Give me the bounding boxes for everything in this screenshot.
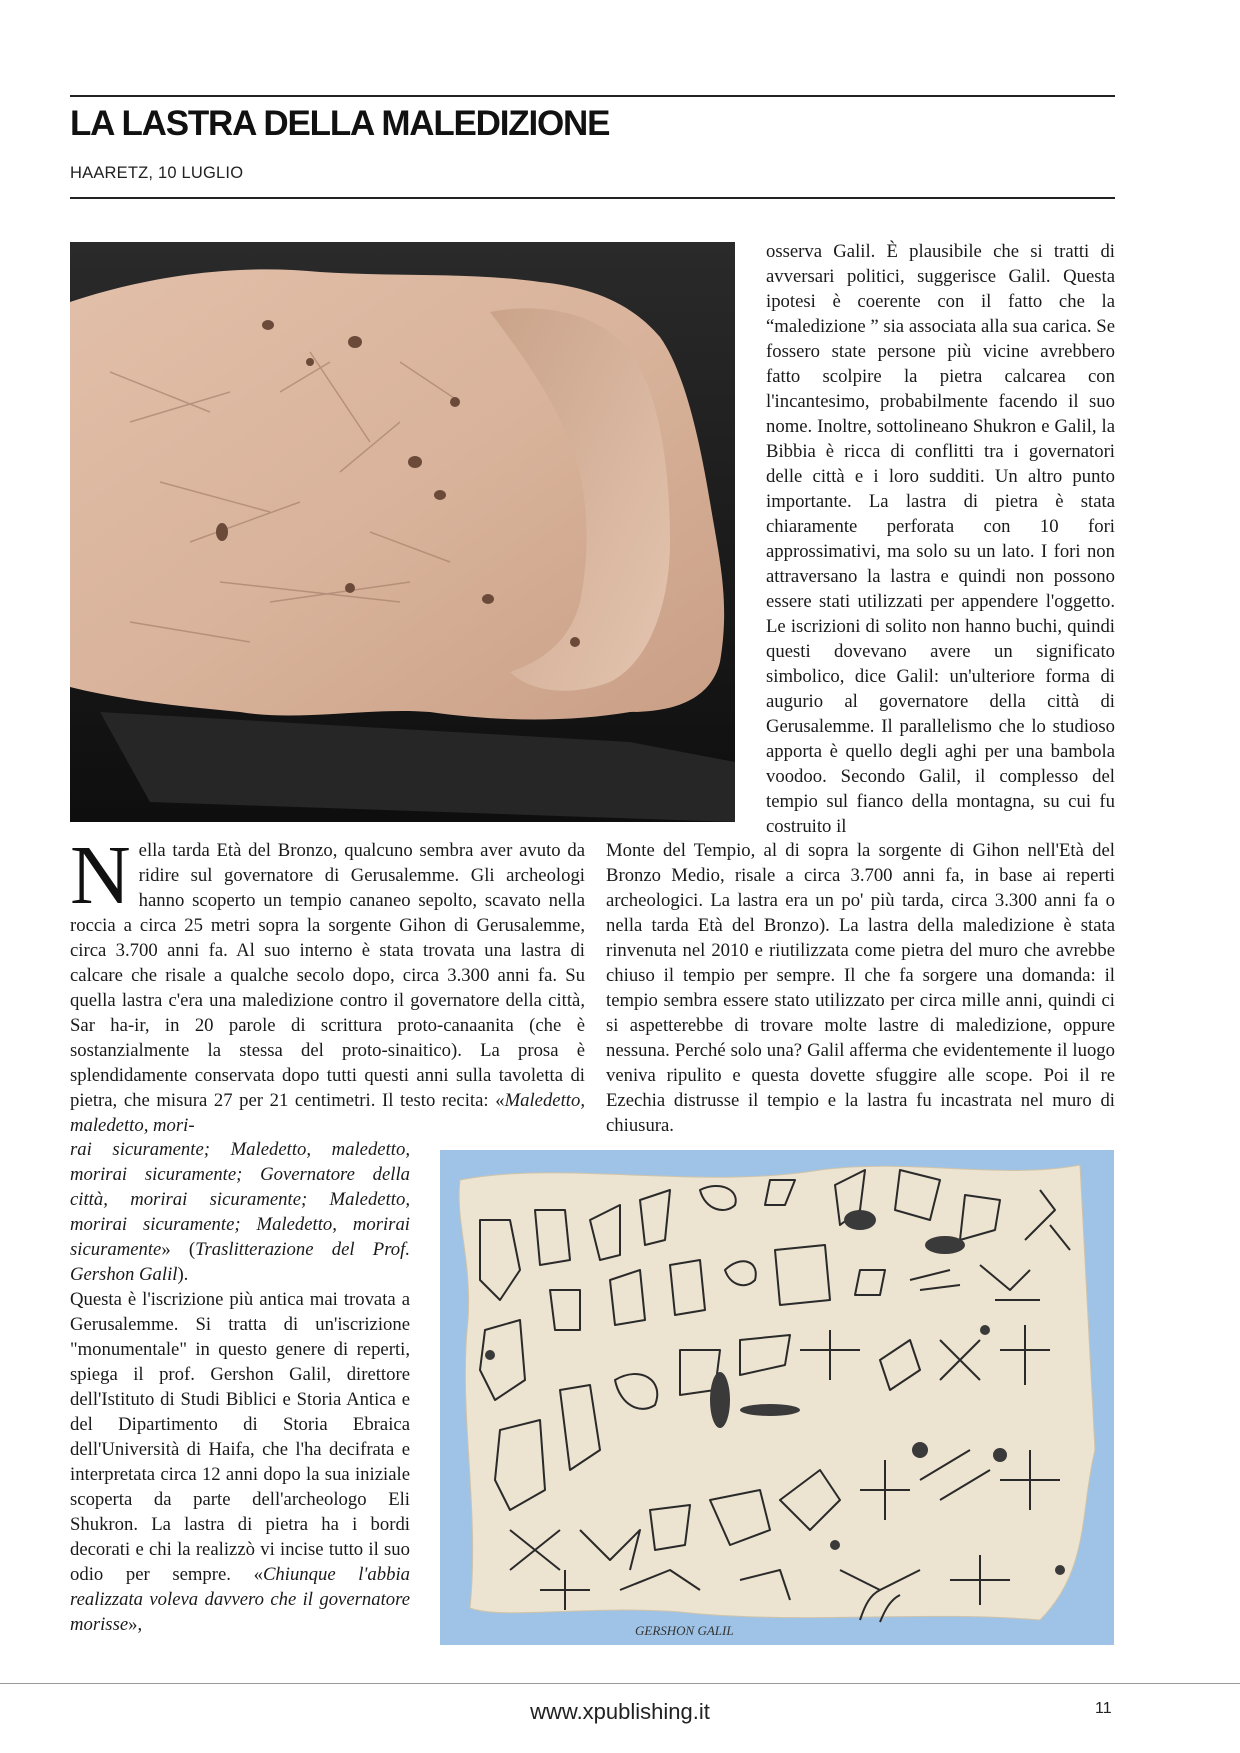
article-title: LA LASTRA DELLA MALEDIZIONE <box>70 104 610 143</box>
footer-rule <box>0 1683 1240 1684</box>
drop-cap: N <box>70 829 131 922</box>
quote-close: », <box>128 1614 143 1635</box>
article-column-right-middle <box>606 838 1115 1138</box>
stone-slab-photo <box>70 242 735 822</box>
article-column-right-top <box>766 239 1115 839</box>
drawing-signature: GERSHON GALIL <box>635 1623 734 1638</box>
paper-sheet <box>459 1165 1095 1620</box>
quote-text: rai sicuramente; Maledetto, maledetto, morirai sicuramente; Governatore della città, morirai sicuramente; Maledetto, morirai sicuramente; Maledetto, morirai sicuramente <box>70 1139 410 1260</box>
footer-url[interactable]: www.xpublishing.it <box>530 1699 710 1724</box>
article-paragraph: osserva Galil. È plausibile che si tratti di avversari politici, suggerisce Galil. Questa ipotesi è coerente con il fatto che la “maledizione ” sia associata alla sua carica. Se fossero state persone più vicine avrebbero fatto scolpire la pietra calcarea con l'incantesimo, probabilmente facendo il suo nome. Inoltre, sottolineano Shukron e Galil, la Bibbia è ricca di conflitti tra i governatori delle città e i loro sudditi. Un altro punto importante. La lastra di pietra è stata chiaramente perforata con 10 fori approssimativi, ma solo su un lato. I fori non attraversano la lastra e quindi non possono essere stati utilizzati per appendere l'oggetto. Le iscrizioni di solito non hanno buchi, quindi questi dovevano avere un significato simbolico, dice Galil: un'ulteriore forma di augurio al governatore della città di Gerusalemme. Il parallelismo che lo studioso apporta è quello degli aghi per una bambola voodoo. Secondo Galil, il complesso del tempio sul fianco della montagna, su cui fu costruito il <box>766 241 1115 837</box>
quote-close: » ( <box>161 1239 196 1260</box>
article-paragraph: ella tarda Età del Bronzo, qualcuno sembra aver avuto da ridire sul governatore di Gerusalemme. Gli archeologi hanno scoperto un tempio cananeo sepolto, scavato nella roccia a circa 25 metri sopra la sorgente Gihon di Gerusalemme, circa 3.700 anni fa. Al suo interno è stata trovata una lastra di calcare che risale a qualche secolo dopo, circa 3.300 anni fa. Su quella lastra c'era una maledizione contro il governatore della città, Sar ha-ir, in 20 parole di scrittura proto-canaanita (che è sostanzialmente la stessa del proto-sinaitico). La prosa è splendidamente conservata dopo tutti questi anni sulla tavoletta di pietra, che misura 27 per 21 centimetri. Il testo recita: « <box>70 840 585 1111</box>
top-rule <box>70 95 1115 97</box>
article-column-left-bottom <box>70 1137 410 1637</box>
article-source: HAARETZ, 10 LUGLIO <box>70 164 244 182</box>
article-paragraph: Monte del Tempio, al di sopra la sorgente di Gihon nell'Età del Bronzo Medio, risale a circa 3.700 anni fa, in base ai reperti archeologici. La lastra era un po' più tarda, circa 3.300 anni fa o nella tarda Età del Bronzo). La lastra della maledizione è stata rinvenuta nel 2010 e riutilizzata come pietra del muro che avrebbe chiuso il tempio per sempre. Il che fa sorgere una domanda: il tempio sembra essere stato utilizzato per circa mille anni, quindi ci si aspetterebbe di trovare molte lastre di maledizione, oppure nessuna. Perché solo una? Galil afferma che evidentemente il luogo veniva ripulito e questa dovette sfuggire alle scope. Poi il re Ezechia distrusse il tempio e la lastra fu incastrata nel muro di chiusura. <box>606 840 1115 1136</box>
article-column-left-top <box>70 829 585 1138</box>
quote-text: Maledetto, maledetto, mori- <box>70 1090 585 1136</box>
transliteration-credit: Traslitterazione del Prof. Gershon Galil <box>70 1239 410 1285</box>
header-rule <box>70 197 1115 199</box>
page-number: 11 <box>1095 1700 1112 1717</box>
credit-close: ). <box>177 1264 189 1285</box>
quote-text: Chiunque l'abbia realizzata voleva davvero che il governatore morisse <box>70 1564 410 1635</box>
inscription-drawing <box>440 1150 1114 1645</box>
article-paragraph: Questa è l'iscrizione più antica mai trovata a Gerusalemme. Si tratta di un'iscrizione "monumentale" in questo genere di reperti, spiega il prof. Gershon Galil, direttore dell'Istituto di Studi Biblici e Storia Antica e del Dipartimento di Storia Ebraica dell'Università di Haifa, che l'ha decifrata e interpretata circa 12 anni dopo la sua iniziale scoperta da parte dell'archeologo Eli Shukron. La lastra di pietra ha i bordi decorati e chi la realizzò vi incise tutto il suo odio per sempre. « <box>70 1289 410 1585</box>
